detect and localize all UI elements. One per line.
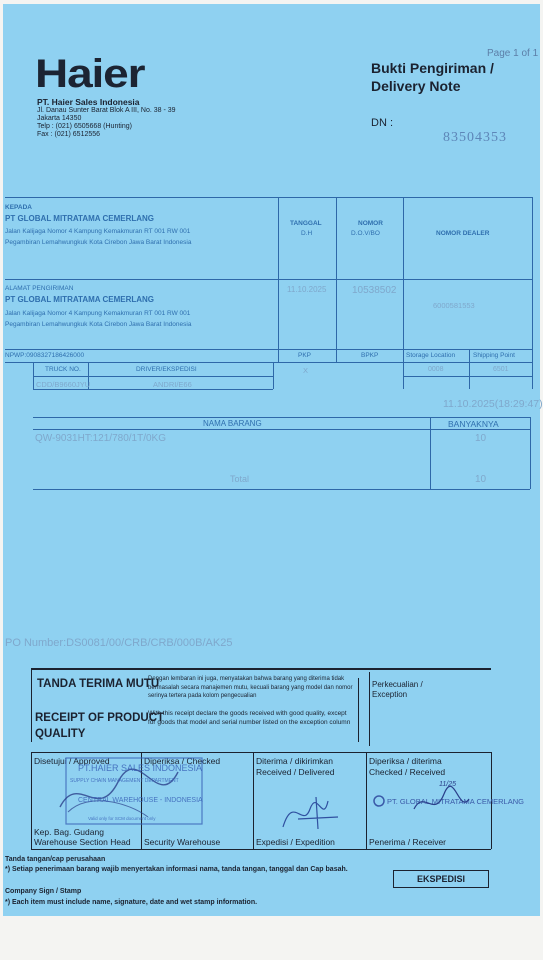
dn-number: 83504353 [443,130,507,145]
footer-line-4: *) Each item must include name, signature, date and wet stamp information. [5,899,258,906]
to-label: KEPADA [5,204,32,211]
company-address-1: Jl. Danau Sunter Barat Blok A III, No. 38 - 39 [37,107,176,114]
footer-line-3: Company Sign / Stamp [5,888,82,895]
pkp-value: X [303,366,309,375]
receiver-stamp-text: PT. GLOBAL MITRATAMA CEMERLANG [387,797,524,806]
total-label: Total [230,474,250,484]
company-address-2: Jakarta 14350 [37,115,82,122]
delivery-note-sheet [3,4,543,916]
print-timestamp: 11.10.2025(18:29:47) [443,398,543,410]
storage-value: 0008 [428,366,444,373]
footer-line-2: *) Setiap penerimaan barang wajib menyertakan informasi nama, tanda tangan, tanggal dan Cap basah. [5,866,348,873]
sig1-foot-2: Warehouse Section Head [34,837,131,847]
bpkp-label: BPKP [361,352,379,359]
storage-label: Storage Location [406,352,456,359]
to-address-2: Pegambiran Lemahwungkuk Kota Cirebon Jawa Barat Indonesia [5,239,192,246]
ship-address-1: Jalan Kalijaga Nomor 4 Kampung Kemakmuran RT 001 RW 001 [5,310,191,317]
item-qty: 10 [475,433,487,444]
receipt-text-en: With this receipt declare the goods received with good quality, except for goods that model and serial number listed on the exception column [148,710,351,726]
sig2-head: Diperiksa / Checked [144,756,221,766]
sig4-head-2: Checked / Received [369,767,446,777]
page-number: Page 1 of 1 [487,48,539,59]
receipt-title-en-1: RECEIPT OF PRODUCT [35,712,165,724]
footer-line-1: Tanda tangan/cap perusahaan [5,856,106,863]
sig2-foot: Security Warehouse [144,837,221,847]
sig3-head-1: Diterima / dikirimkan [256,756,333,766]
dealer-value: 6000581553 [433,301,475,310]
receipt-text-id: Dengan lembaran ini juga, menyatakan bahwa barang yang diterima tidak bermasalah secara manajemen mutu, kecuali barang yang model dan nomor serinya tertera pada kolom pengecualian [148,676,353,699]
name-header: NAMA BARANG [203,419,262,428]
total-qty: 10 [475,474,487,485]
nomor-value: D.O.V/BO [351,230,380,237]
receiver-stamp [369,774,524,834]
driver-value: ANDRI/E66 [153,380,192,389]
nomor-label: NOMOR [358,220,383,227]
handwritten-date: 11/25 [439,781,456,788]
order-value: 10538502 [352,285,397,296]
haier-warehouse-stamp [58,752,208,832]
truck-label: TRUCK NO. [45,366,81,373]
truck-value: CDD/B9660JYU [36,380,91,389]
receipt-title-en-2: QUALITY [35,728,86,740]
to-address-1: Jalan Kalijaga Nomor 4 Kampung Kemakmuran RT 001 RW 001 [5,228,191,235]
title-en: Delivery Note [371,78,461,94]
ship-address-2: Pegambiran Lemahwungkuk Kota Cirebon Jawa Barat Indonesia [5,321,192,328]
date-value: 11.10.2025 [287,285,327,294]
exception-label-id: Perkecualian / [372,680,423,689]
expedition-signature [278,789,348,834]
qty-header: BANYAKNYA [448,419,499,429]
tanggal-label: TANGGAL [290,220,322,227]
dn-label: DN : [371,117,393,129]
pkp-label: PKP [298,352,312,359]
tanggal-value: D.H [301,230,313,237]
receipt-title-id: TANDA TERIMA MUTU [37,678,160,690]
sig3-foot: Expedisi / Expedition [256,837,335,847]
sig4-foot: Penerima / Receiver [369,837,447,847]
stamp-text-3: CENTRAL WAREHOUSE - INDONESIA [78,797,203,804]
title-id: Bukti Pengiriman / [371,60,494,76]
company-phone: Telp : (021) 6505668 (Hunting) [37,123,132,130]
stamp-text-1: PT.HAIER SALES INDONESIA [78,763,203,773]
dealer-label: NOMOR DEALER [436,230,490,237]
sig1-foot-1: Kep. Bag. Gudang [34,827,104,837]
exception-label [372,680,423,700]
shipping-label: Shipping Point [473,352,515,359]
item-name: QW-9031HT:121/780/1T/0KG [35,433,166,444]
document-title [371,59,494,95]
ship-name: PT GLOBAL MITRATAMA CEMERLANG [5,295,155,304]
stamp-text-2: SUPPLY CHAIN MANAGEMENT DEPARTMENT [70,778,179,784]
ship-label: ALAMAT PENGIRIMAN [5,285,74,292]
npwp: NPWP:0908327186426000 [5,352,85,359]
exception-label-en: Exception [372,690,408,699]
company-name: PT. Haier Sales Indonesia [37,97,140,107]
shipping-value: 6501 [493,366,509,373]
sig3-head-2: Received / Delivered [256,767,335,777]
company-fax: Fax : (021) 6512556 [37,131,101,138]
haier-logo: Haier [35,52,145,96]
po-number: PO Number:DS0081/00/CRB/CRB/000B/AK25 [5,637,233,649]
copy-label-box: EKSPEDISI [393,870,489,888]
to-name: PT GLOBAL MITRATAMA CEMERLANG [5,214,155,223]
sig4-head-1: Diperiksa / diterima [369,756,442,766]
sig1-head: Disetujui / Approved [34,756,110,766]
driver-label: DRIVER/EKSPEDISI [136,366,197,373]
stamp-text-4: Valid only for SCM document only [88,816,156,821]
